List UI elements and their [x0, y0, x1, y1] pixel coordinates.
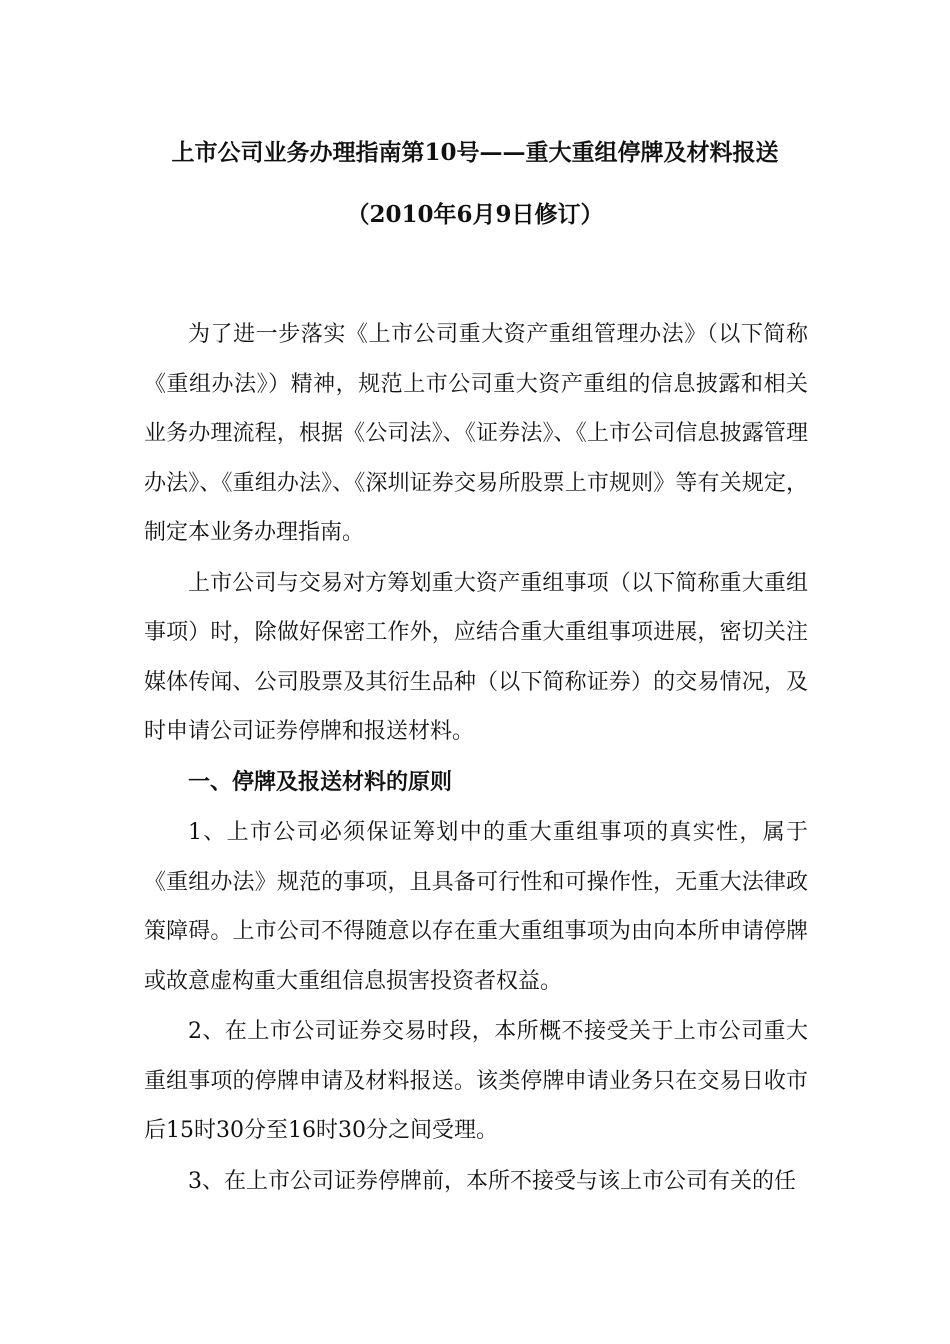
- section-heading: 一、停牌及报送材料的原则: [188, 768, 453, 795]
- clause-1-paragraph: 1、上市公司必须保证筹划中的重大重组事项的真实性，属于《重组办法》规范的事项，且具备可行性和可操作性，无重大法律政策障碍。上市公司不得随意以存在重大重组事项为由向本所申请停牌或故意虚构重大重组信息损害投资者权益。: [144, 820, 808, 994]
- document-subtitle: （2010年6月9日修订）: [346, 201, 604, 228]
- clause-3-paragraph: 3、在上市公司证券停牌前，本所不接受与该上市公司有关的任: [188, 1168, 796, 1194]
- document-title: 上市公司业务办理指南第10号——重大重组停牌及材料报送: [171, 139, 779, 166]
- clause-2-paragraph: 2、在上市公司证券交易时段，本所概不接受关于上市公司重大重组事项的停牌申请及材料报送。该类停牌申请业务只在交易日收市后15时30分至16时30分之间受理。: [144, 1019, 808, 1143]
- intro-paragraph: 为了进一步落实《上市公司重大资产重组管理办法》（以下简称《重组办法》）精神，规范上市公司重大资产重组的信息披露和相关业务办理流程，根据《公司法》、《证券法》、《上市公司信息披露管理办法》、《重组办法》、《深圳证券交易所股票上市规则》等有关规定，制定本业务办理指南。: [144, 322, 808, 545]
- scope-paragraph: 上市公司与交易对方筹划重大资产重组事项（以下简称重大重组事项）时，除做好保密工作外，应结合重大重组事项进展，密切关注媒体传闻、公司股票及其衍生品种（以下简称证券）的交易情况，及时申请公司证券停牌和报送材料。: [144, 570, 808, 744]
- document-body: [144, 310, 808, 1207]
